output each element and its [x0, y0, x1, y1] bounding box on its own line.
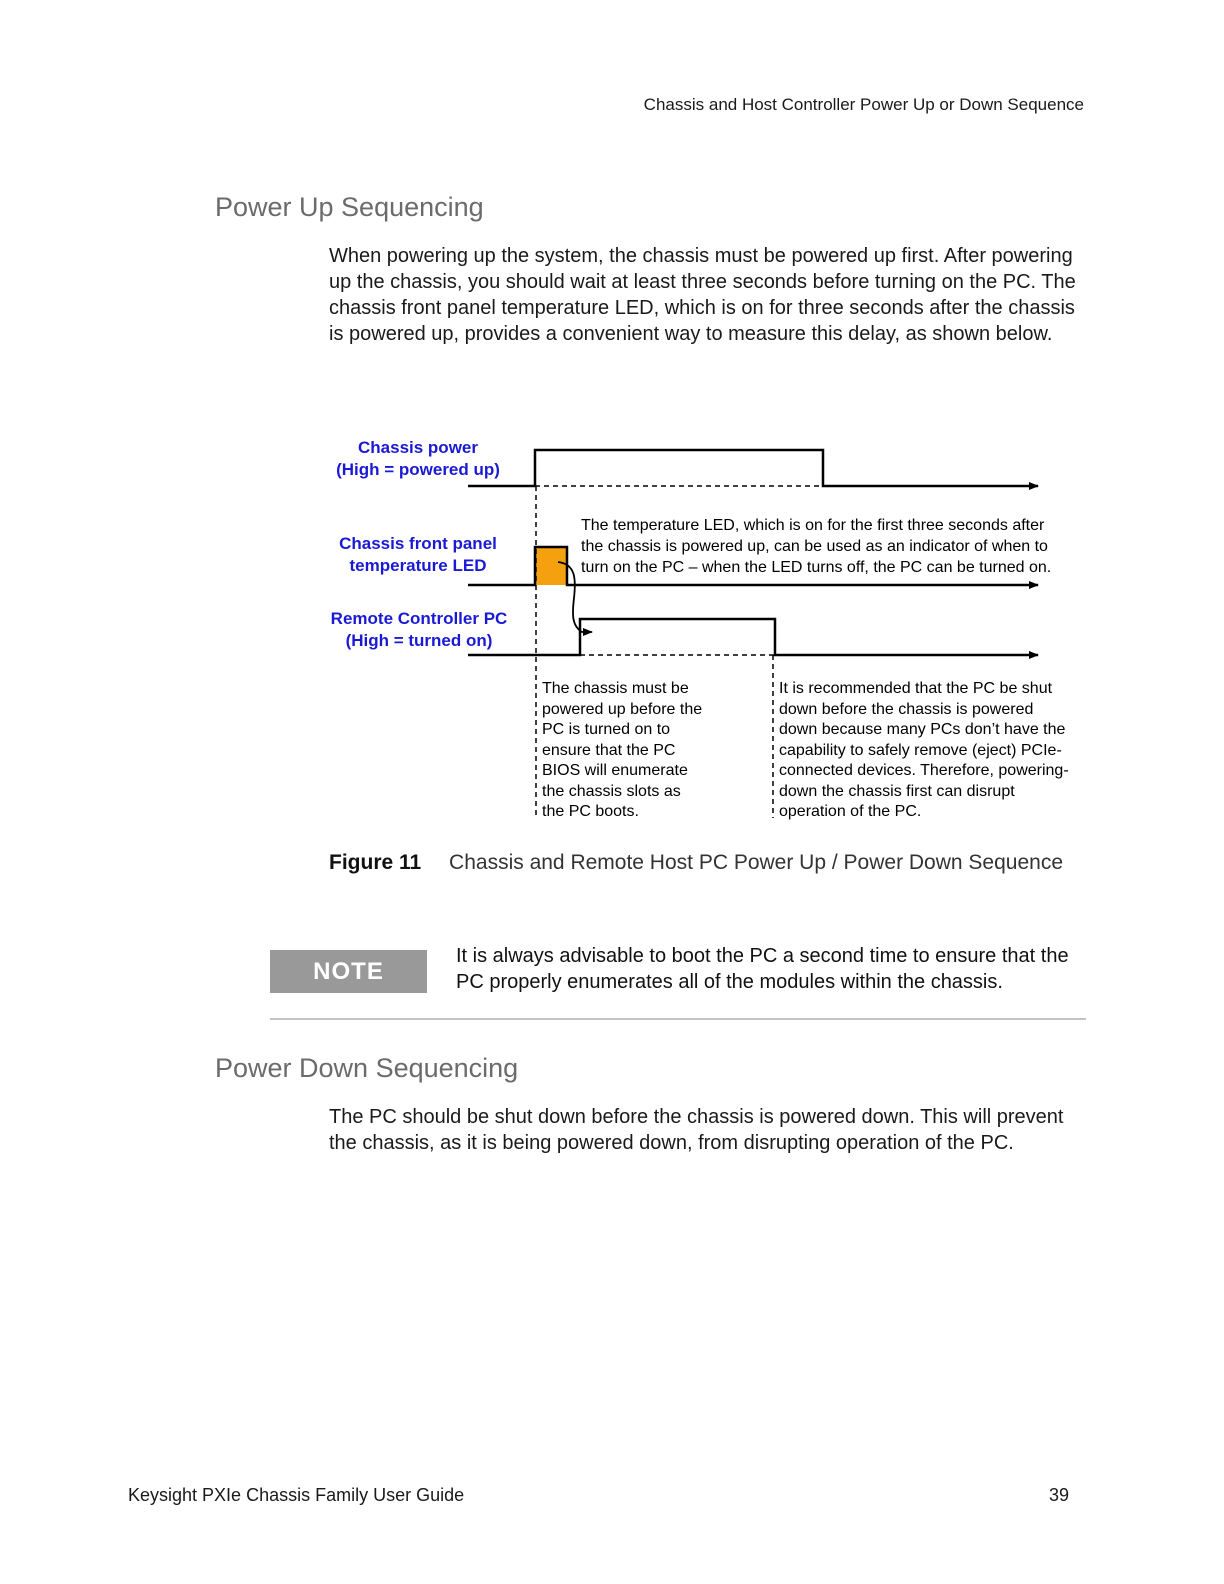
- right-note-line7: operation of the PC.: [779, 803, 922, 820]
- note-badge: NOTE: [270, 950, 427, 993]
- running-header: Chassis and Host Controller Power Up or Down Sequence: [643, 95, 1084, 114]
- led-note-line1: The temperature LED, which is on for the first three seconds after: [581, 517, 1045, 534]
- left-note-line6: the chassis slots as: [542, 783, 681, 800]
- power-down-title: Power Down Sequencing: [215, 1053, 519, 1083]
- label-temp-led-line2: temperature LED: [349, 556, 487, 575]
- left-note-line1: The chassis must be: [542, 680, 689, 697]
- power-sequence-timing-diagram: [330, 430, 1100, 830]
- left-note-line5: BIOS will enumerate: [542, 762, 688, 779]
- right-note-line6: down the chassis first can disrupt: [779, 783, 1015, 800]
- label-chassis-power-line1: Chassis power: [358, 438, 478, 457]
- note-divider: [270, 1018, 1086, 1020]
- right-note-line1: It is recommended that the PC be shut: [779, 680, 1053, 697]
- label-chassis-power-line2: (High = powered up): [336, 460, 500, 479]
- left-note-line3: PC is turned on to: [542, 721, 671, 738]
- note-text: It is always advisable to boot the PC a second time to ensure that the PC properly enumerates all of the modules within the chassis.: [456, 945, 1069, 993]
- right-note-line3: down because many PCs don’t have the: [779, 721, 1066, 738]
- chassis-power-waveform: [468, 450, 1038, 486]
- left-note-line7: the PC boots.: [542, 803, 639, 820]
- figure-caption: [329, 851, 1063, 875]
- right-note-line5: connected devices. Therefore, powering-: [779, 762, 1069, 779]
- right-note-line2: down before the chassis is powered: [779, 701, 1034, 718]
- right-note-line4: capability to safely remove (eject) PCIe-: [779, 742, 1062, 759]
- label-temp-led-line1: Chassis front panel: [339, 534, 497, 553]
- label-remote-pc-line2: (High = turned on): [345, 631, 493, 650]
- power-down-paragraph: The PC should be shut down before the chassis is powered down. This will prevent the chassis, as it is being powered down, from disrupting operation of the PC.: [329, 1106, 1064, 1154]
- temperature-led-on-pulse: [535, 547, 567, 585]
- power-up-paragraph: When powering up the system, the chassis must be powered up first. After powering up the chassis, you should wait at least three seconds before turning on the PC. The chassis front panel temperature LED, which is on for three seconds after the chassis is powered up, provides a convenient way to measure this delay, as shown below.: [329, 245, 1076, 345]
- label-remote-pc-line1: Remote Controller PC: [330, 609, 508, 628]
- led-note-line3: turn on the PC – when the LED turns off, the PC can be turned on.: [581, 559, 1052, 576]
- figure-caption-text: Chassis and Remote Host PC Power Up / Power Down Sequence: [449, 851, 1063, 874]
- figure-number: Figure 11: [329, 851, 422, 874]
- page-number: 39: [1048, 1485, 1069, 1505]
- power-up-title: Power Up Sequencing: [215, 192, 484, 222]
- remote-pc-waveform: [468, 619, 1038, 655]
- led-note-line2: the chassis is powered up, can be used as an indicator of when to: [581, 538, 1048, 555]
- running-footer: Keysight PXIe Chassis Family User Guide: [128, 1485, 465, 1505]
- left-note-line4: ensure that the PC: [542, 742, 676, 759]
- left-note-line2: powered up before the: [542, 701, 703, 718]
